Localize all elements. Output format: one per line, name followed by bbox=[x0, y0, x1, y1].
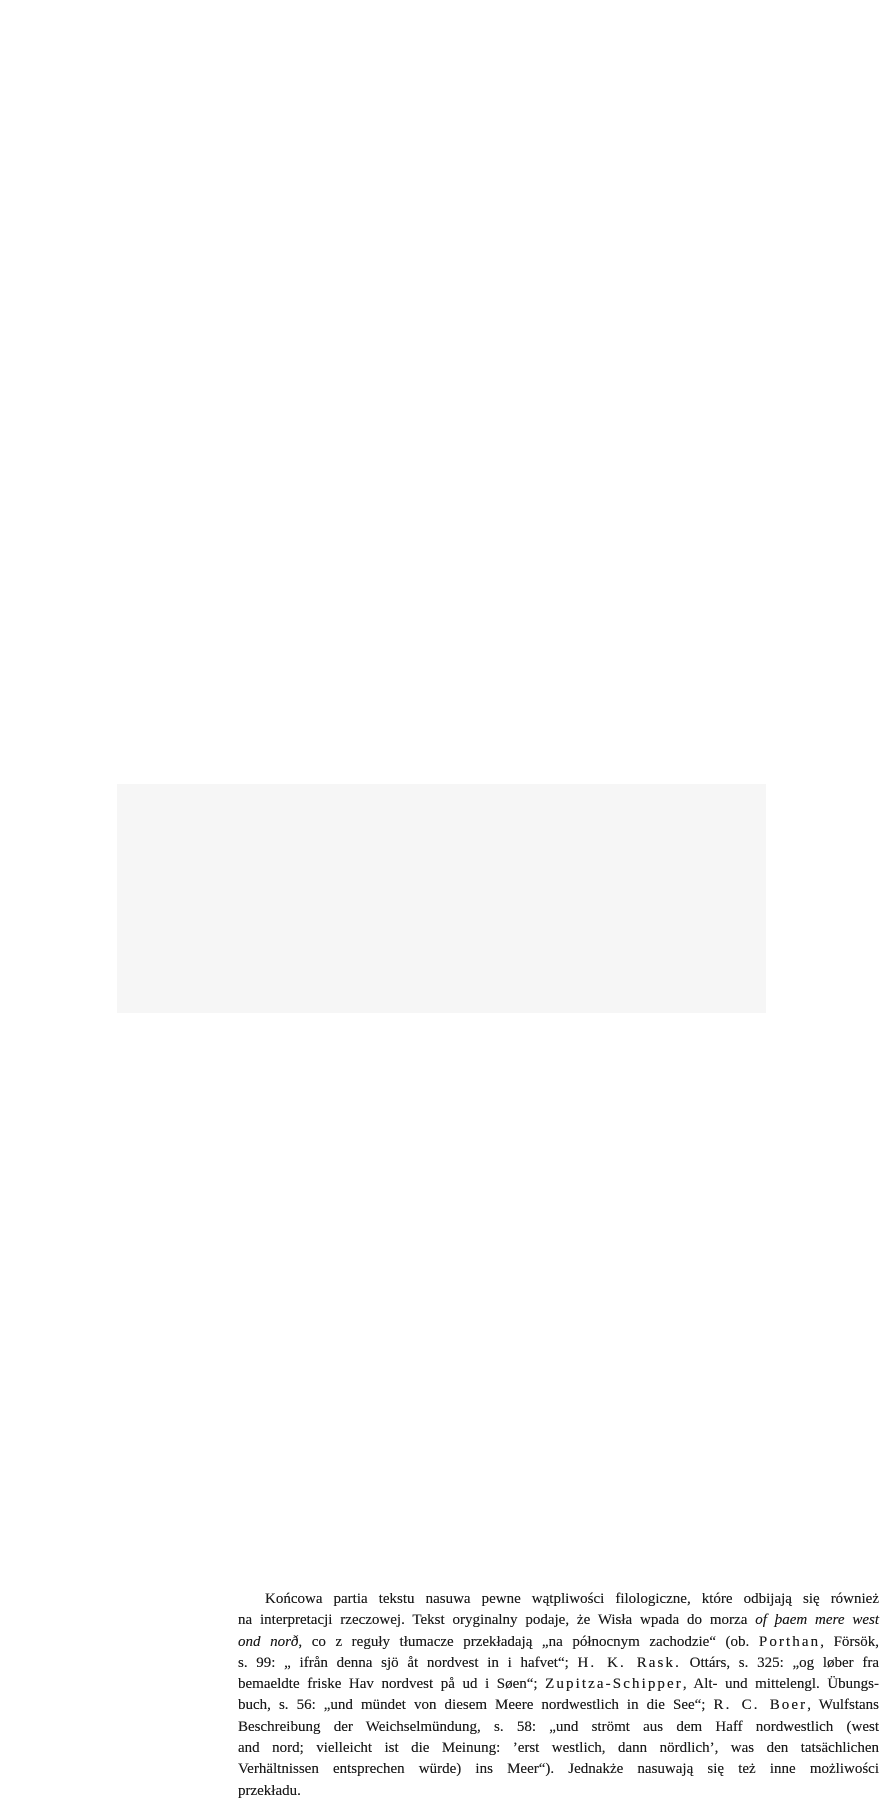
text-segment: Verhältnissen entsprechen würde) ins Meer“). Jednakże nasuwają się też inne możliwości bbox=[238, 1761, 879, 1778]
text-line bbox=[238, 1759, 879, 1780]
text-segment: przekładu. bbox=[238, 1782, 301, 1799]
text-line bbox=[238, 1589, 879, 1610]
spaced-author-name: H. K. Rask. bbox=[577, 1654, 681, 1671]
spaced-author-name: Zupitza-Schipper bbox=[545, 1676, 683, 1693]
text-segment: Końcowa partia tekstu nasuwa pewne wątpliwości filologiczne, które odbijają się również bbox=[265, 1591, 879, 1607]
text-line bbox=[238, 1674, 879, 1695]
text-segment: bemaeldte friske Hav nordvest på ud i Søen“; bbox=[238, 1676, 546, 1693]
text-segment: Ottárs, s. 325: „og løber fra bbox=[680, 1654, 880, 1671]
text-line bbox=[238, 1695, 879, 1716]
spaced-author-name: R. C. Boer bbox=[713, 1697, 808, 1714]
text-segment: buch, s. 56: „und mündet von diesem Meere nordwestlich in die See“; bbox=[238, 1697, 714, 1714]
text-line bbox=[238, 1717, 879, 1738]
scan-region bbox=[117, 784, 880, 1799]
italic-phrase: ond norð bbox=[238, 1633, 299, 1650]
text-segment: , Försök, bbox=[820, 1633, 879, 1650]
text-line bbox=[238, 1738, 879, 1759]
text-segment: , co z reguły tłumacze przekładają „na północnym zachodzie“ (ob. bbox=[298, 1633, 759, 1650]
text-segment: , Wulfstans bbox=[807, 1697, 880, 1714]
text-line bbox=[238, 1610, 879, 1631]
text-segment: na interpretacji rzeczowej. Tekst oryginalny podaje, że Wisła wpada do morza bbox=[238, 1612, 756, 1629]
text-segment: Beschreibung der Weichselmündung, s. 58: „und strömt aus dem Haff nordwestlich (west bbox=[238, 1718, 879, 1735]
text-line bbox=[238, 1781, 879, 1802]
text-segment: and nord; vielleicht ist die Meinung: ’erst westlich, dann nördlich’, was den tatsächlichen bbox=[238, 1740, 879, 1757]
text-segment: s. 99: „ ifrån denna sjö åt nordvest in i hafvet“; bbox=[238, 1654, 578, 1671]
paragraph bbox=[238, 1589, 879, 1802]
text-segment: , Alt- und mittelengl. Übungs- bbox=[682, 1676, 879, 1693]
italic-phrase: of þaem mere west bbox=[755, 1612, 880, 1629]
spaced-author-name: Porthan bbox=[758, 1633, 821, 1650]
text-line bbox=[238, 1653, 879, 1674]
text-line bbox=[238, 1632, 879, 1653]
